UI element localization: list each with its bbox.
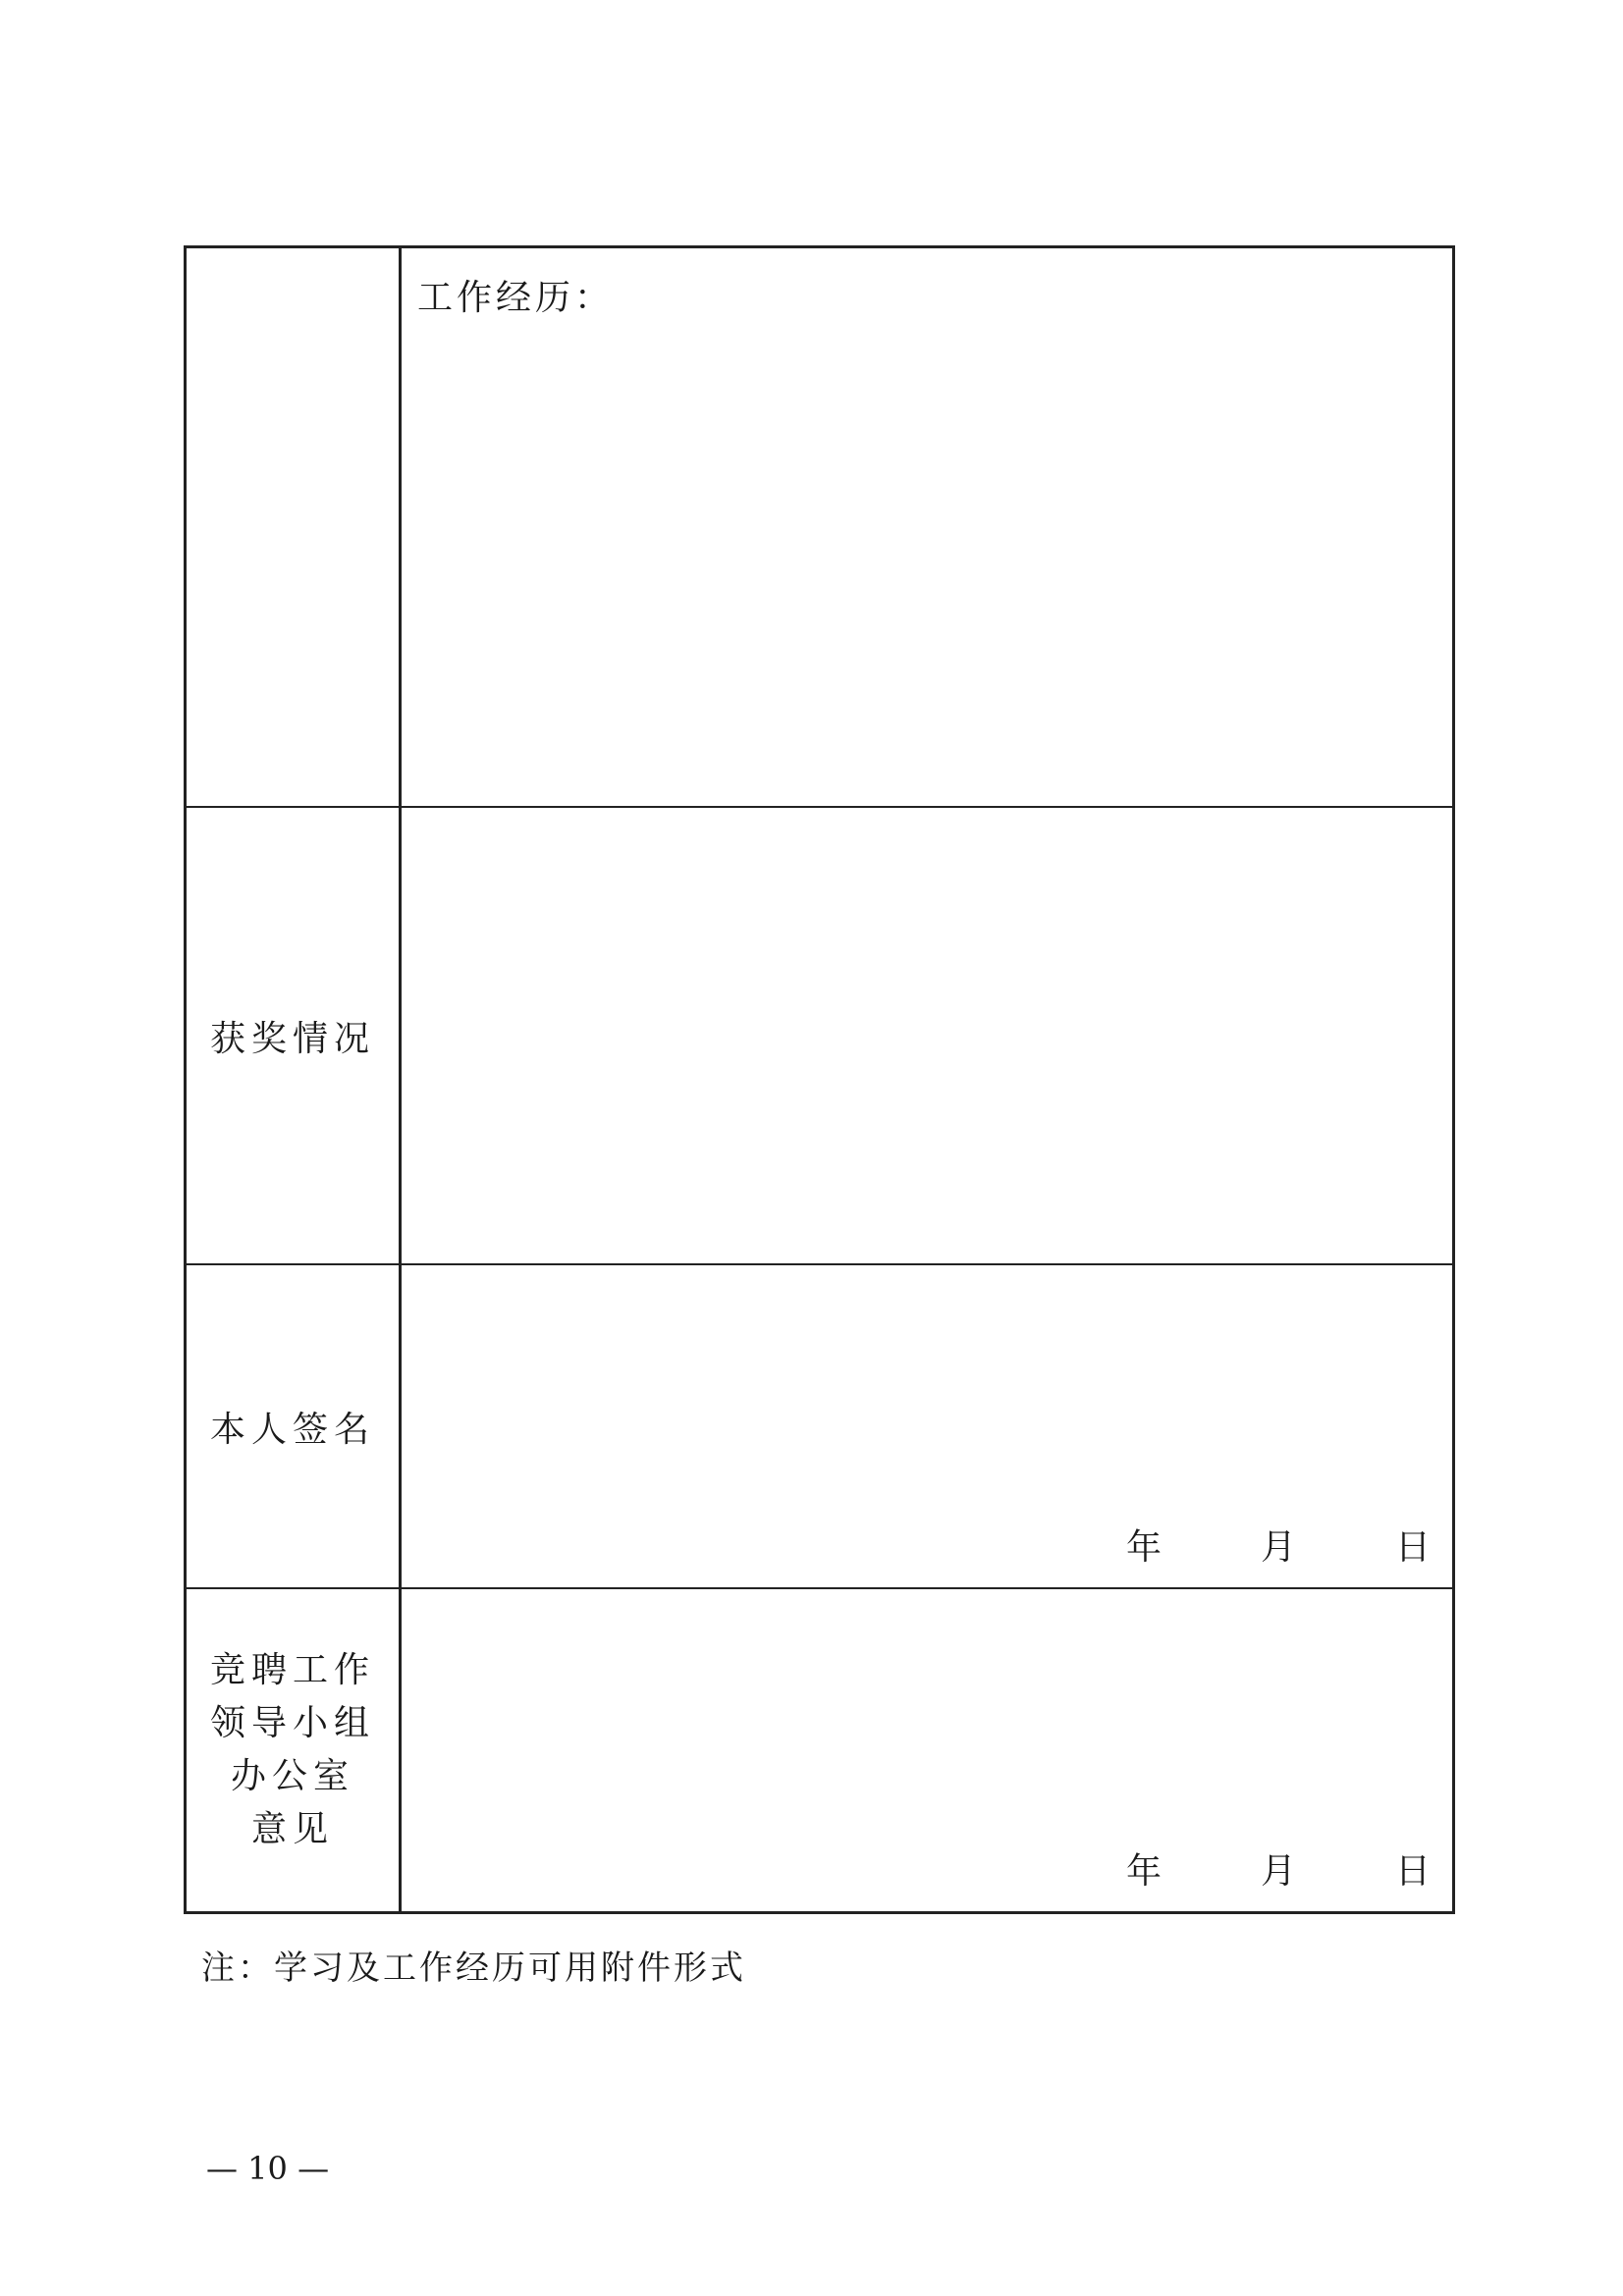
office-opinion-label-cell: [187, 1589, 399, 1911]
application-form-table: [184, 245, 1455, 1914]
awards-row: [187, 806, 1452, 1263]
signature-date-day: 日: [1394, 1527, 1431, 1568]
work-history-label-cell: [187, 248, 399, 806]
office-opinion-label-line: 意见: [250, 1809, 334, 1849]
awards-content-cell[interactable]: [402, 808, 1452, 1263]
awards-label: 获奖情况: [209, 1018, 375, 1059]
office-opinion-row: [187, 1587, 1452, 1911]
office-opinion-label-line: 办公室: [230, 1756, 354, 1796]
signature-date-line: [1126, 1520, 1431, 1570]
signature-label-cell: [187, 1265, 399, 1587]
office-opinion-date-month: 月: [1260, 1851, 1296, 1892]
signature-date-year: 年: [1126, 1527, 1163, 1568]
awards-label-cell: [187, 808, 399, 1263]
signature-row: [187, 1263, 1452, 1587]
office-opinion-label-line: 竞聘工作: [209, 1650, 375, 1690]
office-opinion-label-line: 领导小组: [209, 1703, 375, 1743]
office-opinion-date-day: 日: [1394, 1851, 1431, 1892]
office-opinion-label: [209, 1650, 375, 1849]
page-number: — 10 —: [206, 2150, 330, 2187]
work-history-row: [187, 248, 1452, 806]
office-opinion-date-year: 年: [1126, 1851, 1163, 1892]
attachment-note: 注：学习及工作经历可用附件形式: [201, 1949, 746, 1988]
work-history-heading: 工作经历：: [417, 278, 615, 318]
office-opinion-content-cell[interactable]: [402, 1589, 1452, 1911]
office-opinion-date-line: [1126, 1843, 1431, 1894]
signature-label: 本人签名: [209, 1409, 375, 1450]
work-history-content-cell[interactable]: [402, 248, 1452, 806]
signature-date-month: 月: [1260, 1527, 1296, 1568]
signature-content-cell[interactable]: [402, 1265, 1452, 1587]
